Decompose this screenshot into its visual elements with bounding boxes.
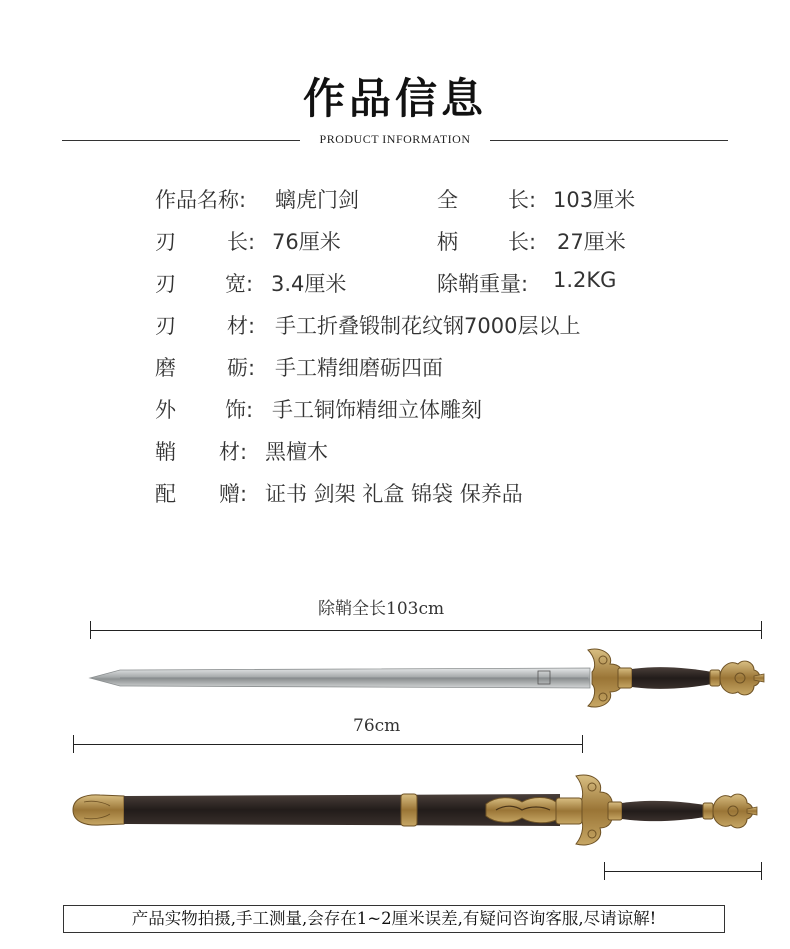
spec-label: 外: [155, 398, 176, 422]
measure-tick: [761, 621, 762, 639]
disclaimer-text: 产品实物拍摄,手工测量,会存在1~2厘米误差,有疑问咨询客服,尽请谅解!: [131, 909, 657, 928]
spec-label: 赠:: [219, 482, 248, 506]
sheathed-sword-image: [0, 768, 790, 858]
spec-label: 材:: [227, 314, 256, 338]
spec-value: 手工折叠锻制花纹钢7000层以上: [275, 314, 581, 338]
spec-value: 证书 剑架 礼盒 锦袋 保养品: [265, 482, 523, 506]
spec-row: [155, 430, 675, 472]
spec-label: 长:: [508, 188, 537, 212]
spec-row: [155, 220, 675, 262]
spec-label: 刃: [155, 314, 176, 338]
total-length-label: 除鞘全长103cm: [318, 599, 445, 619]
spec-list: [155, 178, 675, 514]
spec-label: 刃: [155, 272, 176, 296]
spec-value: 螭虎门剑: [275, 188, 359, 212]
spec-label: 饰:: [225, 398, 254, 422]
spec-label: 柄: [437, 230, 458, 254]
spec-value: 黑檀木: [265, 440, 328, 464]
measure-tick: [761, 862, 762, 880]
spec-row: [155, 178, 675, 220]
spec-row: [155, 304, 675, 346]
spec-label: 材:: [219, 440, 248, 464]
spec-value: 3.4厘米: [271, 272, 347, 296]
spec-label: 砺:: [227, 356, 256, 380]
blade-length-line: [73, 744, 583, 745]
spec-row: [155, 262, 675, 304]
handle-length-line: [604, 871, 762, 872]
blade-length-label: 76cm: [353, 716, 401, 736]
spec-value: 76厘米: [272, 230, 341, 254]
spec-value: 103厘米: [553, 188, 636, 212]
spec-value: 手工精细磨砺四面: [275, 356, 443, 380]
spec-value: 1.2KG: [553, 268, 617, 292]
spec-label: 作品名称:: [155, 188, 247, 212]
page-subtitle: PRODUCT INFORMATION: [319, 132, 471, 146]
spec-label: 磨: [155, 356, 176, 380]
spec-label: 配: [155, 482, 176, 506]
spec-label: 宽:: [225, 272, 254, 296]
spec-label: 全: [437, 188, 458, 212]
spec-value: 手工铜饰精细立体雕刻: [272, 398, 482, 422]
page-title: 作品信息: [302, 74, 487, 123]
measure-tick: [73, 735, 74, 753]
spec-label: 长:: [508, 230, 537, 254]
total-length-line: [90, 630, 762, 631]
spec-label: 刃: [155, 230, 176, 254]
spec-label: 长:: [227, 230, 256, 254]
measure-tick: [90, 621, 91, 639]
sword-image: [0, 640, 790, 720]
spec-row: [155, 346, 675, 388]
disclaimer-box: [63, 905, 725, 933]
measure-tick: [604, 862, 605, 880]
spec-row: [155, 472, 675, 514]
spec-label: 除鞘重量:: [437, 272, 529, 296]
measure-tick: [582, 735, 583, 753]
spec-value: 27厘米: [557, 230, 626, 254]
spec-row: [155, 388, 675, 430]
spec-label: 鞘: [155, 440, 176, 464]
